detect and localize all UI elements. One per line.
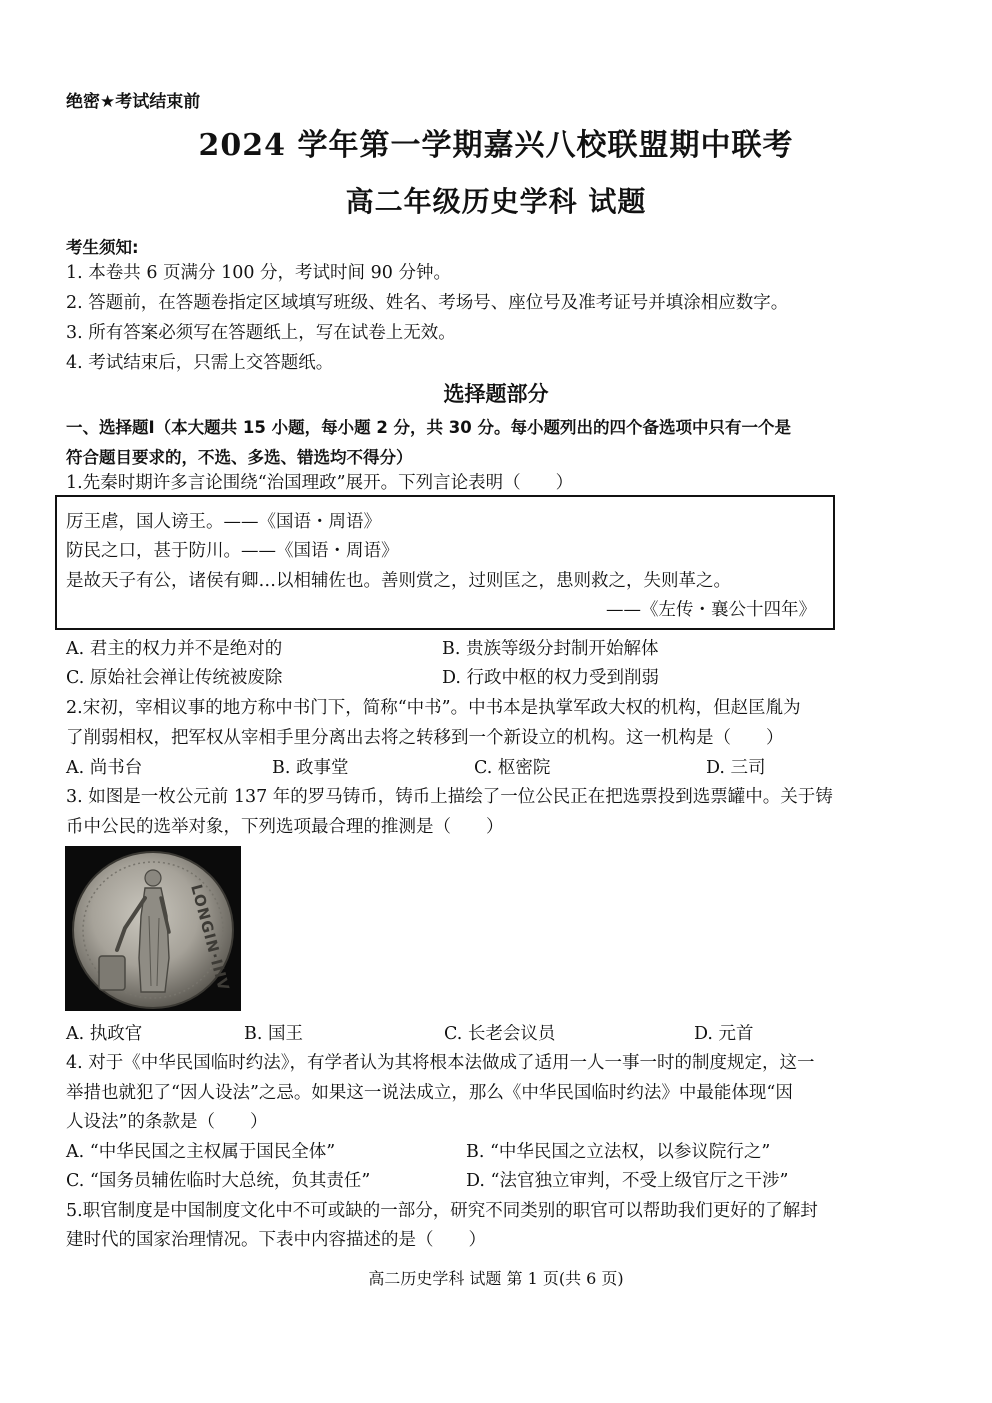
section-instruction-line-2: 符合题目要求的，不选、多选、错选均不得分） (66, 448, 413, 467)
q4-option-b[interactable]: B. “中华民国之立法权，以参议院行之” (466, 1142, 771, 1162)
exam-title: 2024 学年第一学期嘉兴八校联盟期中联考 (198, 128, 794, 163)
section-instruction-line-1: 一、选择题Ⅰ（本大题共 15 小题，每小题 2 分，共 30 分。每小题列出的四个备选项中只有一个是 (66, 418, 792, 437)
q1-option-b[interactable]: B. 贵族等级分封制开始解体 (442, 639, 659, 659)
q3-stem-line-1: 3. 如图是一枚公元前 137 年的罗马铸币，铸币上描绘了一位公民正在把选票投到选票罐中。关于铸 (66, 787, 833, 807)
q2-option-a[interactable]: A. 尚书台 (66, 758, 143, 778)
q1-quote-1: 厉王虐，国人谤王。——《国语・周语》 (66, 512, 381, 532)
q4-option-c[interactable]: C. “国务员辅佐临时大总统，负其责任” (66, 1171, 371, 1191)
q1-option-c[interactable]: C. 原始社会禅让传统被废除 (66, 668, 283, 688)
q4-stem-line-1: 4. 对于《中华民国临时约法》，有学者认为其将根本法做成了适用一人一事一时的制度规定，这一 (66, 1053, 815, 1073)
q5-stem-line-2: 建时代的国家治理情况。下表中内容描述的是（ ） (66, 1230, 486, 1250)
exam-subtitle: 高二年级历史学科 试题 (345, 185, 647, 218)
q5-stem-line-1: 5.职官制度是中国制度文化中不可或缺的一部分，研究不同类别的职官可以帮助我们更好的了解封 (66, 1201, 818, 1221)
roman-coin-image (65, 846, 241, 1011)
coin-legend: LONGIN·IIIV (187, 882, 233, 994)
q3-option-b[interactable]: B. 国王 (244, 1024, 303, 1044)
q3-option-c[interactable]: C. 长老会议员 (444, 1024, 556, 1044)
section-title: 选择题部分 (443, 381, 549, 406)
q2-option-d[interactable]: D. 三司 (706, 758, 766, 778)
q3-stem-line-2: 币中公民的选举对象，下列选项最合理的推测是（ ） (66, 817, 504, 837)
q1-stem: 1.先秦时期许多言论围绕“治国理政”展开。下列言论表明（ ） (66, 473, 574, 493)
q3-option-d[interactable]: D. 元首 (694, 1024, 754, 1044)
notice-item-3: 3. 所有答案必须写在答题纸上，写在试卷上无效。 (66, 323, 456, 343)
notice-heading: 考生须知: (66, 238, 139, 257)
q2-option-c[interactable]: C. 枢密院 (474, 758, 551, 778)
page-footer: 高二历史学科 试题 第 1 页(共 6 页) (368, 1269, 624, 1288)
q4-stem-line-2: 举措也就犯了“因人设法”之忌。如果这一说法成立，那么《中华民国临时约法》中最能体现“因 (66, 1083, 793, 1103)
notice-item-2: 2. 答题前，在答题卷指定区域填写班级、姓名、考场号、座位号及准考证号并填涂相应数字。 (66, 293, 789, 313)
q2-option-b[interactable]: B. 政事堂 (272, 758, 349, 778)
q1-quote-2: 防民之口，甚于防川。——《国语・周语》 (66, 541, 399, 561)
q2-stem-line-2: 了削弱相权，把军权从宰相手里分离出去将之转移到一个新设立的机构。这一机构是（ ） (66, 728, 784, 748)
confidential-label: 绝密★考试结束前 (66, 92, 201, 112)
q4-option-a[interactable]: A. “中华民国之主权属于国民全体” (66, 1142, 336, 1162)
q3-option-a[interactable]: A. 执政官 (66, 1024, 143, 1044)
q1-option-d[interactable]: D. 行政中枢的权力受到削弱 (442, 668, 660, 688)
q2-stem-line-1: 2.宋初，宰相议事的地方称中书门下，简称“中书”。中书本是执掌军政大权的机构，但赵匡胤为 (66, 698, 801, 718)
q1-option-a[interactable]: A. 君主的权力并不是绝对的 (66, 639, 283, 659)
q4-option-d[interactable]: D. “法官独立审判，不受上级官厅之干涉” (466, 1171, 789, 1191)
notice-item-1: 1. 本卷共 6 页满分 100 分，考试时间 90 分钟。 (66, 263, 451, 283)
q4-stem-line-3: 人设法”的条款是（ ） (66, 1112, 268, 1132)
q1-source: ——《左传・襄公十四年》 (606, 600, 816, 620)
notice-item-4: 4. 考试结束后，只需上交答题纸。 (66, 353, 334, 373)
q1-quote-3: 是故天子有公，诸侯有卿…以相辅佐也。善则赏之，过则匡之，患则救之，失则革之。 (66, 571, 731, 591)
roman-coin-illustration (65, 846, 241, 1011)
